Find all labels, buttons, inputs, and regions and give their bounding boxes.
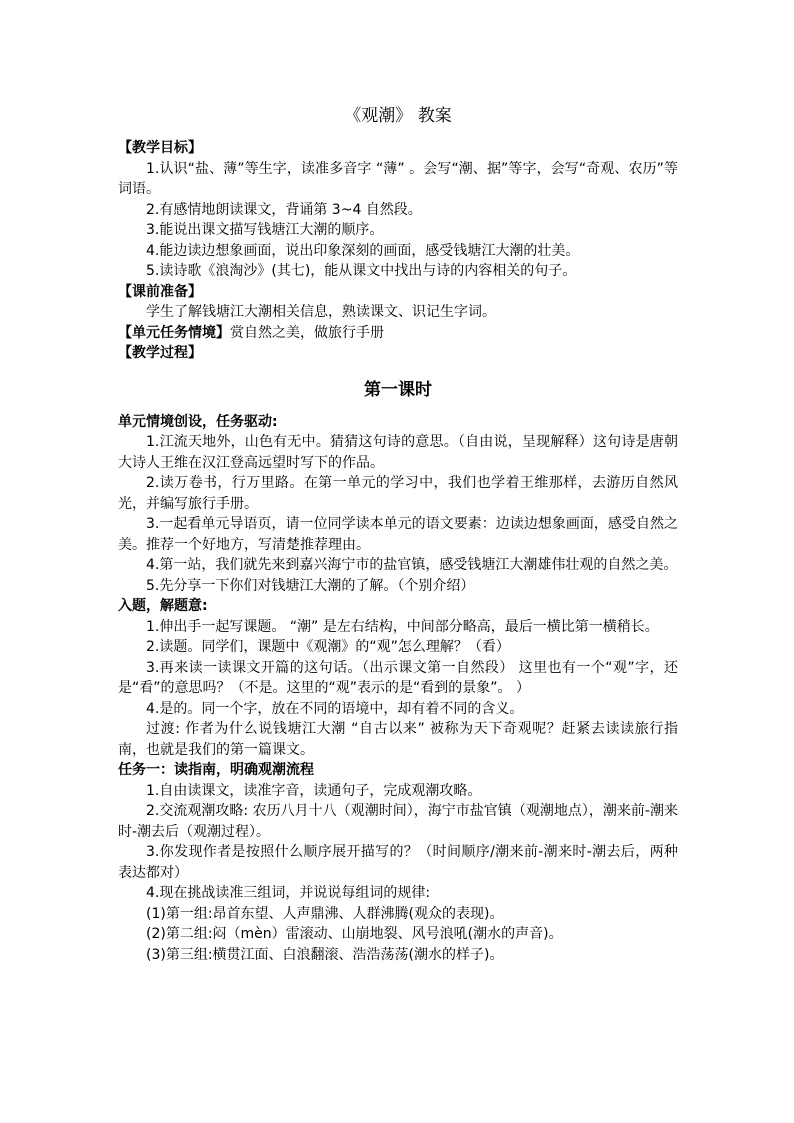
goal-item: 4.能边读边想象画面，说出印象深刻的画面，感受钱塘江大潮的壮美。 [146,242,580,259]
prep-heading: 【课前准备】 [118,283,202,300]
part3-item: 3.你发现作者是按照什么顺序展开描写的？（时间顺序/潮来前-潮来时-潮去后，两种表达都对） [118,844,678,881]
part2-transition: 过渡: 作者为什么说钱塘江大潮 “自古以来” 被称为天下奇观呢？赶紧去读读旅行指南，也就是我们的第一篇课文。 [118,721,678,758]
task-context-text: 赏自然之美，做旅行手册 [230,324,384,341]
goals-heading: 【教学目标】 [118,140,202,156]
lesson-title: 第一课时 [364,379,432,400]
part1-item: 4.第一站，我们就先来到嘉兴海宁市的盐官镇，感受钱塘江大潮雄伟壮观的自然之美。 [146,557,678,573]
part3-item: 1.自由读课文，读准字音，读通句子，完成观潮攻略。 [146,782,482,799]
process-heading: 【教学过程】 [118,345,202,361]
word-group-item: (2)第二组:闷（mèn）雷滚动、山崩地裂、风号浪吼(潮水的声音)。 [146,926,563,942]
task-context-heading: 【单元任务情境】 [118,324,230,341]
prep-text: 学生了解钱塘江大潮相关信息，熟读课文、识记生字词。 [146,304,496,320]
part1-item: 2.读万卷书，行万里路。在第一单元的学习中，我们也学着王维那样，去游历自然风光，并编写旅行手册。 [118,475,678,512]
part1-heading: 单元情境创设，任务驱动: [118,413,278,430]
part2-heading: 入题，解题意: [118,598,208,614]
part1-item: 5.先分享一下你们对钱塘江大潮的了解。（个别介绍） [146,577,475,594]
part2-item: 1.伸出手一起写课题。 “潮” 是左右结构，中间部分略高，最后一横比第一横稍长。 [146,618,659,635]
part3-item: 4.现在挑战读准三组词，并说说每组词的规律: [146,885,431,901]
part1-item: 3.一起看单元导语页，请一位同学读本单元的语文要素：边读边想象画面，感受自然之美。推荐一个好地方，写清楚推荐理由。 [118,516,678,553]
part2-item: 4.是的。同一个字，放在不同的语境中，却有着不同的含义。 [146,700,524,717]
goal-item: 3.能说出课文描写钱塘江大潮的顺序。 [146,222,384,238]
part2-item: 3.再来读一读课文开篇的这句话。（出示课文第一自然段） 这里也有一个“观”字，还是“看”的意思吗？（不是。这里的“观”表示的是“看到的景象”。 ） [118,659,678,696]
part3-item: 2.交流观潮攻略: 农历八月十八（观潮时间），海宁市盐官镇（观潮地点），潮来前-潮来时-潮去后（观潮过程）。 [118,803,678,840]
document-body [118,104,678,965]
part1-item: 1.江流天地外，山色有无中。猜猜这句诗的意思。（自由说，呈现解释）这句诗是唐朝大诗人王维在汉江登高远望时写下的作品。 [118,434,678,471]
goal-item: 5.读诗歌《浪淘沙》(其七)，能从课文中找出与诗的内容相关的句子。 [146,263,577,279]
part3-heading: 任务一：读指南，明确观潮流程 [118,762,314,778]
document-title: 《观潮》 教案 [344,106,452,126]
word-group-item: (1)第一组:昂首东望、人声鼎沸、人群沸腾(观众的表现)。 [146,905,504,922]
word-group-item: (3)第三组:横贯江面、白浪翻滚、浩浩荡荡(潮水的样子)。 [146,946,504,963]
goal-item: 2.有感情地朗读课文，背诵第 3~4 自然段。 [146,201,422,218]
part2-item: 2.读题。同学们，课题中《观潮》的“观”怎么理解？（看） [146,639,510,655]
task-context-line [118,323,678,344]
goal-item: 1.认识“盐、薄”等生字，读准多音字 “薄” 。会写“潮、据”等字，会写“奇观、农历”等词语。 [118,160,678,197]
